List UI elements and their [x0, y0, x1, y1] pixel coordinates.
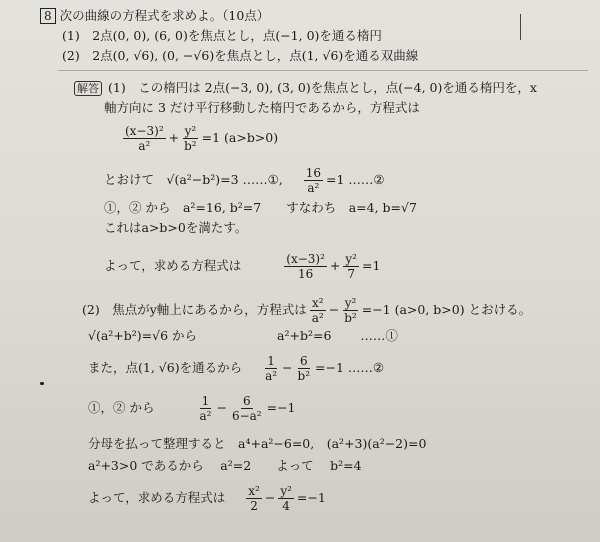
solution-line-1: [74, 80, 537, 96]
fraction: $\frac{\text{x²}}{2}$: [248, 484, 260, 513]
fraction: $\frac{6}{\text{b²}}$: [297, 354, 311, 383]
fraction: $\frac{\text{y²}}{\text{b²}}$: [184, 124, 197, 153]
fraction: $\frac{1}{\text{a²}}$: [265, 354, 278, 383]
fraction: $\frac{6}{\text{6−a²}}$: [231, 394, 262, 423]
sol2-line-2: √(a²+b²)=√6 から a²+b²=6 ……①: [88, 328, 398, 343]
problem-number: 8: [40, 8, 56, 24]
answer-1: よって，求める方程式は $\frac{\text{(x−3)²}}{16}$ + $\frac{\text{y²}}{7}$ =1: [104, 252, 381, 281]
sol2-line-6: a²+3>0 であるから a²=2 よって b²=4: [88, 458, 362, 473]
problem-heading-text: 次の曲線の方程式を求めよ。（10点）: [59, 8, 270, 23]
answer-2: よって，求める方程式は $\frac{\text{x²}}{2}$ − $\frac{\text{y²}}{4}$ =−1: [88, 484, 326, 513]
sol1-text-5: これはa>b>0を満たす。: [104, 220, 248, 235]
fraction: $\frac{\text{(x−3)²}}{\text{a²}}$: [125, 124, 164, 153]
solution-label: 解答: [74, 81, 102, 96]
fraction: $\frac{1}{\text{a²}}$: [199, 394, 212, 423]
sol2-line-5: 分母を払って整理すると a⁴+a²−6=0, (a²+3)(a²−2)=0: [88, 436, 427, 451]
sol1-text-2: 軸方向に 3 だけ平行移動した楕円であるから，方程式は: [104, 100, 420, 115]
fraction: $\frac{\text{x²}}{\text{a²}}$: [311, 296, 324, 325]
ink-dot: [40, 382, 44, 385]
ellipse-general-equation: $\frac{\text{(x−3)²}}{\text{a²}}$ + $\frac{\text{y²}}{\text{b²}}$ =1 (a>b>0): [125, 124, 279, 153]
problem-heading: [40, 8, 269, 24]
pen-mark: [520, 14, 521, 40]
divider: [58, 70, 588, 71]
fraction: $\frac{\text{y²}}{\text{b²}}$: [344, 296, 357, 325]
sol1-text-1: (1) この楕円は 2点(−3, 0), (3, 0)を焦点とし，点(−4, 0)を通る楕円を，x: [108, 80, 537, 95]
fraction: $\frac{\text{y²}}{7}$: [345, 252, 357, 281]
fraction: $\frac{\text{y²}}{4}$: [280, 484, 292, 513]
sol2-line-4: ①，② から $\frac{1}{\text{a²}}$ − $\frac{6}{\text{6−a²}}$ =−1: [88, 394, 296, 423]
fraction: $\frac{16}{\text{a²}}$: [305, 166, 322, 195]
sol2-line-1: (2) 焦点がy軸上にあるから，方程式は $\frac{\text{x²}}{\text{a²}}$ − $\frac{\text{y²}}{\text{b²}}$ =−1 (a>0, b>0) とおける。: [82, 296, 532, 325]
question-1: (1) 2点(0, 0), (6, 0)を焦点とし，点(−1, 0)を通る楕円: [62, 28, 382, 43]
sol1-condition-line: とおけて √(a²−b²)=3 ……①, $\frac{16}{\text{a²}}$ =1 ……②: [104, 166, 385, 195]
sol1-text-4: ①，② から a²=16, b²=7 すなわち a=4, b=√7: [104, 200, 417, 215]
fraction: $\frac{\text{(x−3)²}}{16}$: [286, 252, 325, 281]
sol2-line-3: また，点(1, √6)を通るから $\frac{1}{\text{a²}}$ − $\frac{6}{\text{b²}}$ =−1 ……②: [88, 354, 385, 383]
question-2: (2) 2点(0, √6), (0, −√6)を焦点とし，点(1, √6)を通る双曲線: [62, 48, 419, 63]
